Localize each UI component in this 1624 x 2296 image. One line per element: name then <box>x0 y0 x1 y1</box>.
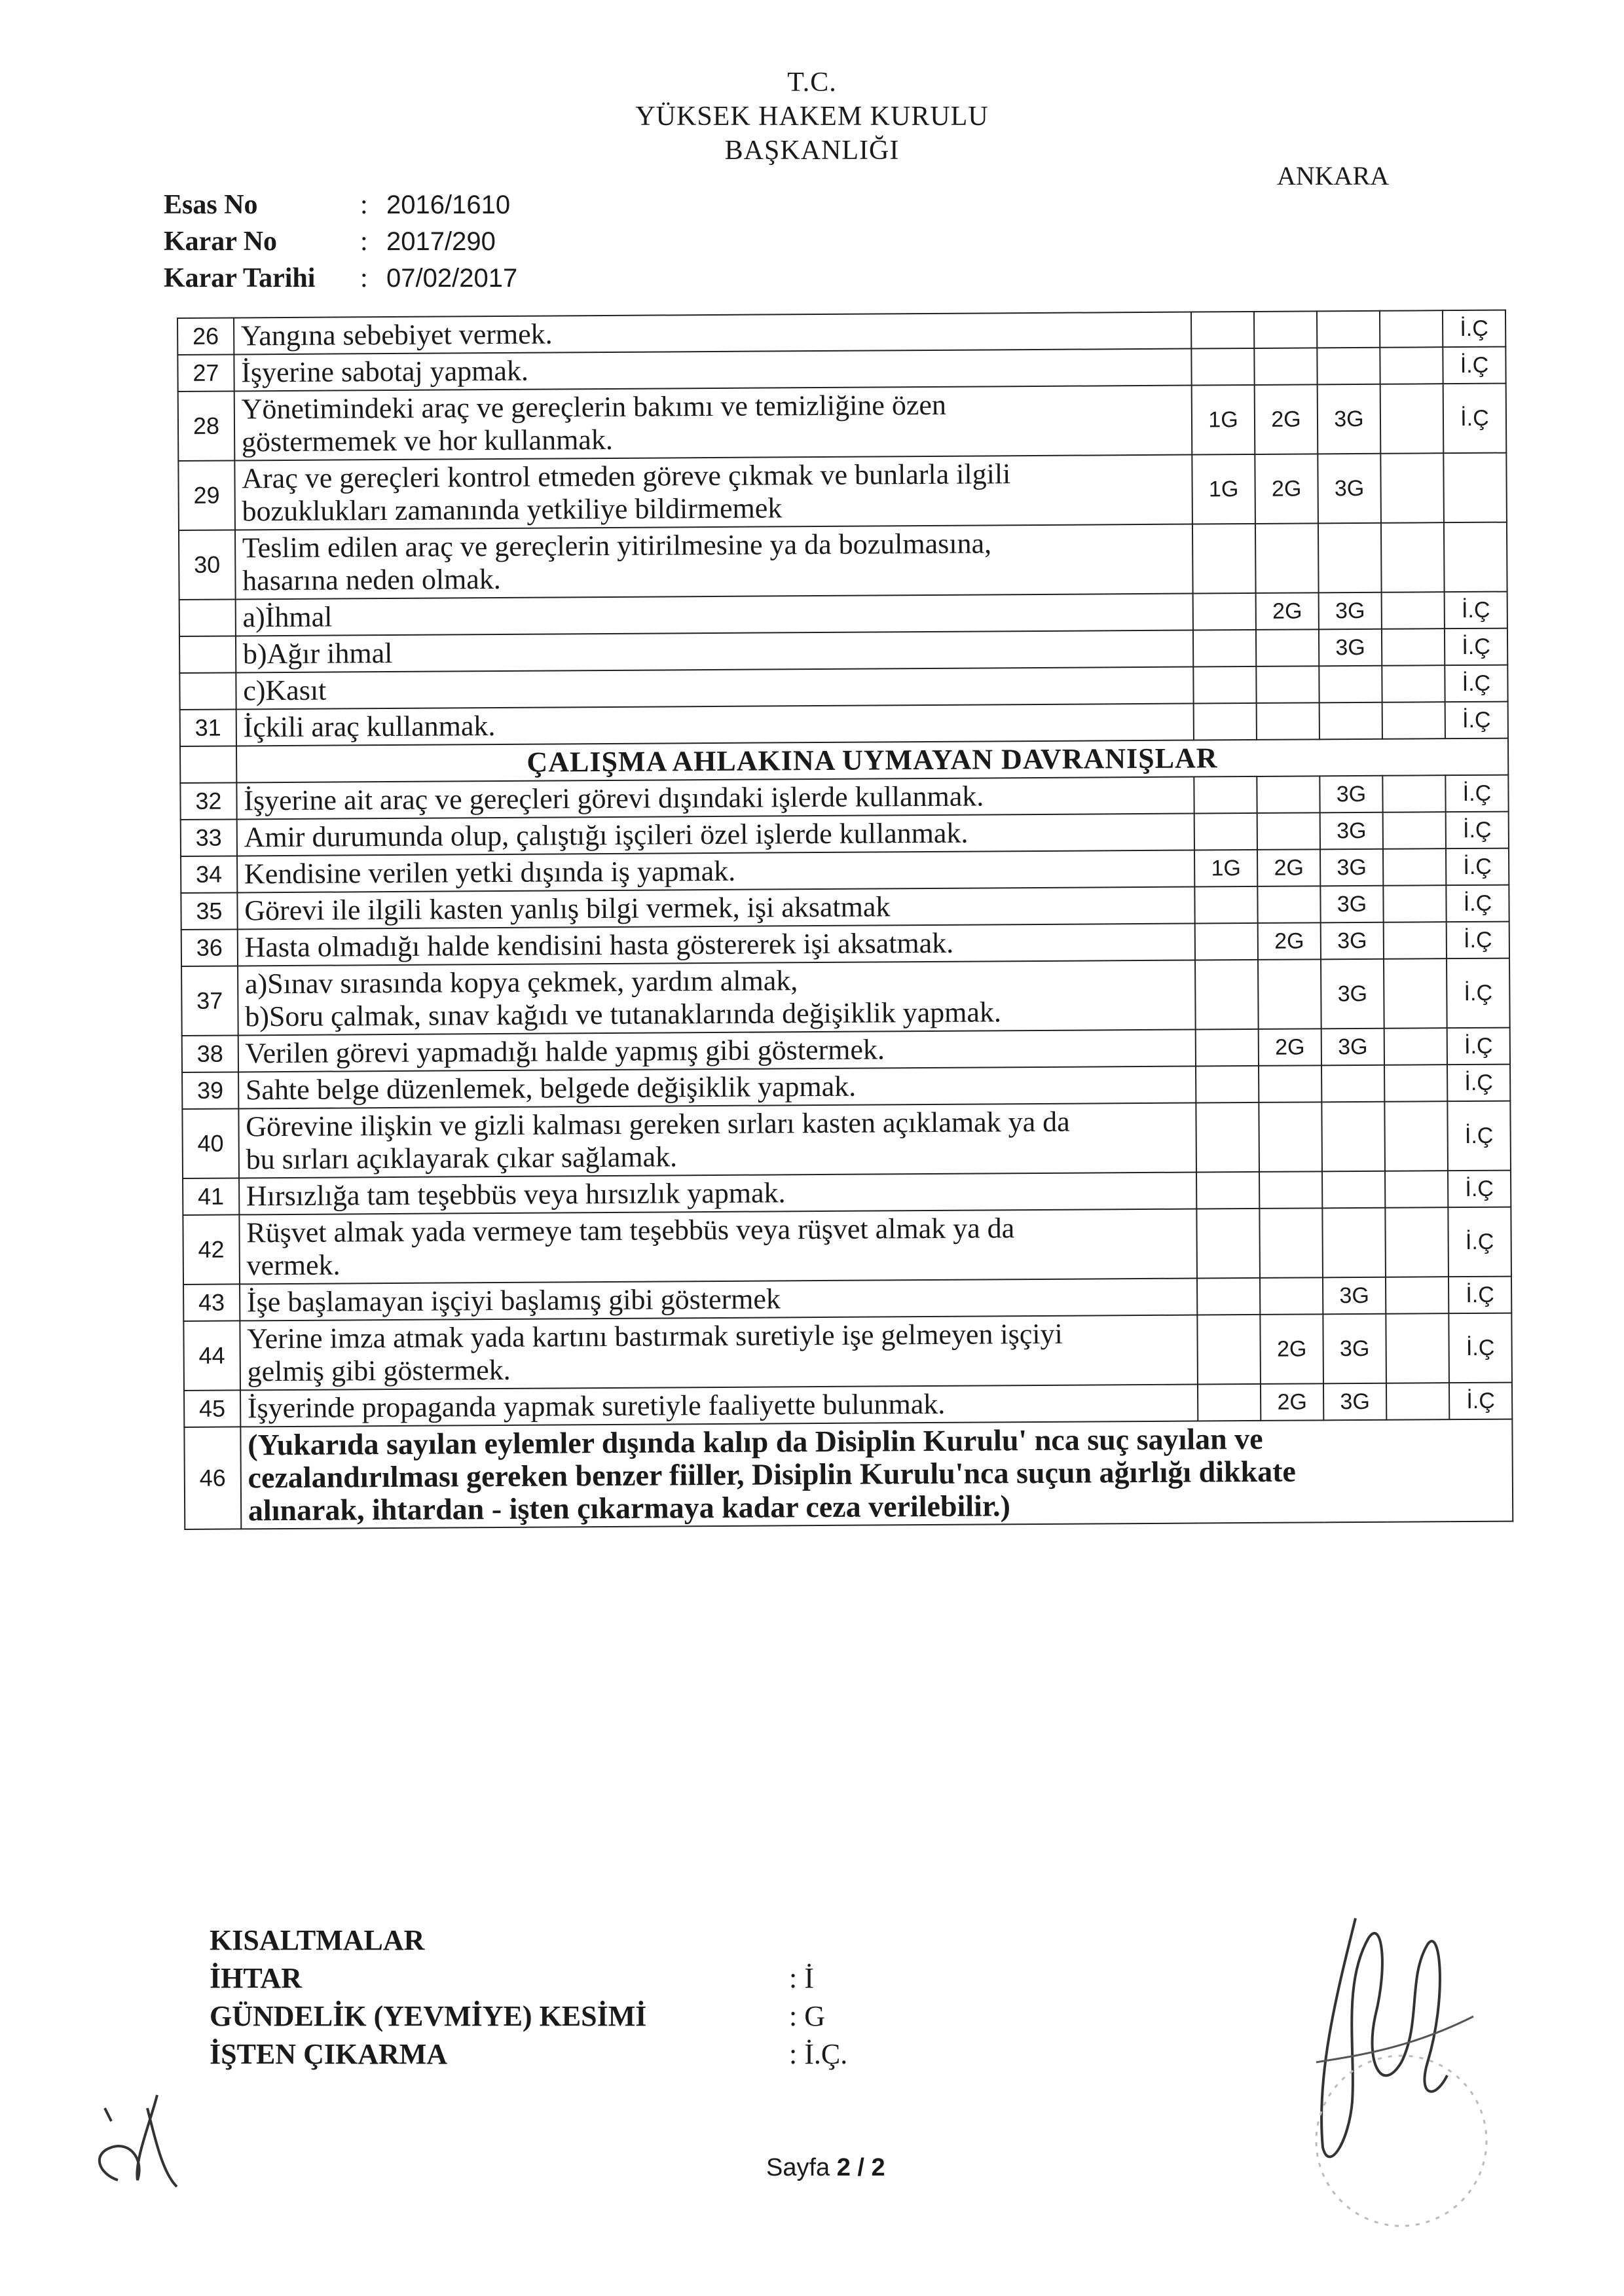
penalty-cell: İ.Ç <box>1446 885 1509 922</box>
penalty-cell <box>1196 1102 1259 1173</box>
rule-number-cell <box>180 746 236 783</box>
penalty-cell: İ.Ç <box>1448 1171 1511 1208</box>
abbreviations-block <box>210 1922 646 2073</box>
rule-text-line: İşyerinde propaganda yapmak suretiyle faaliyette bulunmak. <box>247 1387 946 1425</box>
penalty-cell <box>1382 702 1445 739</box>
rule-text-line: hasarına neden olmak. <box>242 562 501 597</box>
rule-number-cell: 35 <box>181 892 237 930</box>
penalty-cell: İ.Ç <box>1445 665 1507 702</box>
penalty-cell <box>1380 347 1443 384</box>
penalty-cell: İ.Ç <box>1446 848 1509 886</box>
abbreviation-value: : G <box>789 2000 825 2032</box>
rule-number-cell: 43 <box>183 1284 240 1321</box>
rule-row <box>178 453 1507 530</box>
rule-number-cell: 28 <box>178 391 234 461</box>
penalty-cell: İ.Ç <box>1449 1277 1511 1314</box>
penalty-cell: İ.Ç <box>1449 1313 1512 1383</box>
rule-description <box>236 630 1194 673</box>
rule-description <box>234 455 1192 530</box>
penalty-cell: 3G <box>1323 1277 1386 1315</box>
rule-number-cell: 45 <box>184 1390 240 1427</box>
rule-text-line: Sahte belge düzenlemek, belgede değişiklik yapmak. <box>245 1070 857 1106</box>
rule-text-line: b)Ağır ihmal <box>242 636 393 670</box>
meta-sep: : <box>360 263 368 293</box>
penalty-cell: İ.Ç <box>1443 310 1505 348</box>
penalty-cell: 3G <box>1319 592 1382 630</box>
rule-number-cell: 32 <box>180 782 236 820</box>
meta-row <box>164 223 517 260</box>
penalty-cell <box>1320 702 1382 740</box>
penalty-cell <box>1319 666 1382 703</box>
rule-text-line: Yangına sebebiyet vermek. <box>240 318 553 352</box>
penalty-cell <box>1195 923 1258 960</box>
penalty-cell <box>1382 775 1445 812</box>
penalty-cell: 3G <box>1321 959 1384 1029</box>
rule-row <box>179 522 1507 600</box>
rule-description <box>240 1279 1198 1321</box>
penalty-cell <box>1196 1029 1259 1066</box>
rule-number-cell: 34 <box>181 856 237 893</box>
rule-description <box>240 1419 1513 1529</box>
meta-label: Karar No <box>164 227 278 257</box>
rule-description <box>238 1066 1196 1109</box>
header-presidency: BAŞKANLIĞI <box>724 136 900 166</box>
rule-text-line: Yerine imza atmak yada kartını bastırmak suretiyle işe gelmeyen işçiyi <box>247 1317 1063 1355</box>
city-label: ANKARA <box>1277 161 1390 191</box>
meta-label: Esas No <box>164 190 258 220</box>
penalty-cell <box>1386 1277 1449 1314</box>
penalty-cell: İ.Ç <box>1447 1101 1511 1171</box>
penalty-cell <box>1384 1065 1447 1102</box>
rule-text-line: Verilen görevi yapmadığı halde yapmış gibi göstermek. <box>245 1033 885 1070</box>
penalty-cell: 2G <box>1260 1314 1323 1384</box>
abbreviation-values <box>789 1959 847 2073</box>
penalty-cell <box>1444 522 1507 592</box>
rule-row <box>183 1313 1512 1391</box>
rule-description <box>236 777 1194 820</box>
penalty-cell <box>1196 1172 1259 1209</box>
rule-text-line: Araç ve gereçleri kontrol etmeden göreve çıkmak ve bunlarla ilgili <box>242 458 1011 495</box>
penalty-cell <box>1259 1171 1322 1209</box>
penalty-cell: 3G <box>1323 1383 1386 1421</box>
penalty-cell <box>1195 960 1259 1030</box>
abbreviation-value: : İ.Ç. <box>789 2038 848 2070</box>
rule-text-line: Görevi ile ilgili kasten yanlış bilgi vermek, işi aksatmak <box>244 890 891 927</box>
penalty-cell <box>1380 310 1443 348</box>
abbreviations-title: KISALTMALAR <box>210 1924 425 1956</box>
penalty-table-body <box>177 310 1513 1529</box>
meta-value: 07/02/2017 <box>386 264 518 293</box>
penalty-cell: 1G <box>1192 385 1255 455</box>
penalty-cell <box>1385 1207 1449 1277</box>
rule-number-cell: 31 <box>180 709 236 746</box>
case-meta <box>164 187 517 297</box>
penalty-cell <box>1443 453 1507 523</box>
penalty-cell: 2G <box>1255 384 1318 454</box>
rule-description <box>239 1173 1197 1215</box>
penalty-cell: 3G <box>1319 629 1382 666</box>
penalty-cell: 3G <box>1318 384 1381 454</box>
penalty-cell: 3G <box>1320 886 1383 923</box>
penalty-cell <box>1384 1028 1447 1065</box>
rule-description <box>235 594 1193 636</box>
rule-description <box>237 850 1195 893</box>
penalty-cell <box>1197 1278 1260 1315</box>
penalty-cell: İ.Ç <box>1447 922 1509 959</box>
rule-description <box>236 667 1194 710</box>
penalty-cell <box>1193 666 1256 704</box>
rule-description <box>238 960 1196 1036</box>
penalty-cell <box>1383 812 1446 849</box>
penalty-cell: İ.Ç <box>1447 958 1510 1029</box>
rule-description <box>234 386 1192 461</box>
penalty-cell <box>1260 1277 1323 1315</box>
rule-number-cell <box>179 599 236 636</box>
penalty-cell: İ.Ç <box>1445 775 1508 812</box>
document-header <box>576 65 1048 168</box>
penalty-cell: 1G <box>1194 850 1257 887</box>
penalty-cell <box>1192 524 1256 594</box>
penalty-cell <box>1194 776 1257 814</box>
rule-description <box>239 1209 1197 1285</box>
rule-number-cell: 44 <box>183 1321 240 1391</box>
penalty-cell: İ.Ç <box>1448 1207 1511 1277</box>
rule-description <box>240 1315 1198 1391</box>
rule-number-cell: 46 <box>184 1427 241 1529</box>
rule-text-line: a)Sınav sırasında kopya çekmek, yardım almak, <box>244 964 798 1000</box>
rule-number-cell <box>179 636 236 673</box>
signature-left <box>85 2082 190 2193</box>
penalty-cell: 1G <box>1192 454 1255 524</box>
rule-text-line: bozuklukları zamanında yetkiliye bildirmemek <box>242 492 783 528</box>
penalty-cell <box>1259 1208 1323 1278</box>
rule-description <box>238 1103 1196 1178</box>
rule-description <box>238 1030 1196 1072</box>
rule-text-line: cezalandırılması gereken benzer fiiller, Disiplin Kurulu'nca suçun ağırlığı dikkate <box>248 1454 1297 1495</box>
penalty-cell <box>1257 886 1320 923</box>
rule-number-cell: 38 <box>182 1035 238 1072</box>
penalty-cell: İ.Ç <box>1443 347 1505 384</box>
penalty-cell <box>1198 1384 1261 1421</box>
penalty-cell: 3G <box>1320 776 1382 813</box>
penalty-cell <box>1254 348 1317 385</box>
rule-text-line: bu sırları açıklayarak çıkar sağlamak. <box>246 1140 678 1176</box>
penalty-cell <box>1196 1209 1260 1279</box>
penalty-cell <box>1322 1208 1386 1278</box>
rule-description <box>237 924 1195 966</box>
penalty-cell <box>1257 702 1320 740</box>
rule-text-line: İşe başlamayan işçiyi başlamış gibi göstermek <box>246 1283 781 1319</box>
rule-text-line: Kendisine verilen yetki dışında iş yapmak. <box>244 854 736 890</box>
penalty-cell <box>1321 1102 1385 1172</box>
rule-text-line: Teslim edilen araç ve gereçlerin yitirilmesine ya da bozulmasına, <box>242 527 992 564</box>
rule-text-line: (Yukarıda sayılan eylemler dışında kalıp da Disiplin Kurulu' nca suç sayılan ve <box>248 1421 1263 1462</box>
penalty-cell <box>1257 812 1320 850</box>
penalty-cell: İ.Ç <box>1443 384 1507 454</box>
meta-sep: : <box>360 190 368 220</box>
penalty-cell <box>1382 592 1445 629</box>
penalty-cell: İ.Ç <box>1447 1065 1510 1102</box>
penalty-cell <box>1191 348 1254 386</box>
rule-text-line: Görevine ilişkin ve gizli kalması gereken sırları kasten açıklamak ya da <box>246 1105 1070 1143</box>
penalty-cell <box>1383 848 1446 886</box>
rule-text-line: Hasta olmadığı halde kendisini hasta göstererek işi aksatmak. <box>244 926 954 964</box>
rule-text-line: gelmiş gibi göstermek. <box>247 1353 511 1388</box>
rule-text-line: Yönetimindeki araç ve gereçlerin bakımı ve temizliğine özen <box>241 388 947 426</box>
penalty-cell <box>1380 453 1444 523</box>
signature-right <box>1277 1866 1526 2232</box>
rule-text-line: İşyerine sabotaj yapmak. <box>241 354 529 389</box>
penalty-cell <box>1382 665 1445 702</box>
rule-number-cell: 41 <box>183 1178 239 1215</box>
penalty-cell <box>1193 630 1256 667</box>
rule-text-line: Hırsızlığa tam teşebbüs veya hırsızlık yapmak. <box>246 1176 786 1212</box>
penalty-cell <box>1384 1101 1448 1171</box>
penalty-cell <box>1259 1102 1322 1172</box>
penalty-cell: 2G <box>1255 454 1318 524</box>
penalty-cell <box>1317 348 1380 385</box>
penalty-cell <box>1191 312 1254 349</box>
rule-row <box>181 958 1510 1036</box>
penalty-cell <box>1321 1065 1384 1102</box>
meta-row <box>164 187 517 223</box>
abbreviation-label: İHTAR <box>210 1962 302 1994</box>
penalty-cell: 3G <box>1321 922 1384 960</box>
penalty-cell <box>1256 666 1319 703</box>
penalty-cell: 3G <box>1318 454 1381 524</box>
rule-text-line: Amir durumunda olup, çalıştığı işçileri özel işlerde kullanmak. <box>244 816 969 854</box>
abbreviation-label: GÜNDELİK (YEVMİYE) KESİMİ <box>210 2000 647 2032</box>
rule-number-cell: 37 <box>181 966 238 1036</box>
rule-text-line: İşyerine ait araç ve gereçleri görevi dışındaki işlerde kullanmak. <box>244 780 984 817</box>
header-tc: T.C. <box>787 67 837 98</box>
rule-text-line: alınarak, ihtardan - işten çıkarmaya kadar ceza verilebilir.) <box>248 1489 1011 1527</box>
penalty-cell: 3G <box>1320 849 1383 886</box>
penalty-cell <box>1194 813 1257 850</box>
rule-row <box>182 1101 1511 1178</box>
rule-text-line: vermek. <box>246 1248 341 1282</box>
rule-number-cell: 36 <box>181 929 238 966</box>
penalty-cell: 2G <box>1259 1029 1321 1066</box>
rule-number-cell: 29 <box>178 460 234 530</box>
rule-description <box>237 887 1195 930</box>
rule-description <box>235 524 1193 600</box>
penalty-cell: İ.Ç <box>1445 592 1507 629</box>
penalty-cell: 3G <box>1320 812 1383 850</box>
rule-text-line: a)İhmal <box>242 600 333 634</box>
rule-description <box>234 312 1192 355</box>
meta-value: 2017/290 <box>386 227 496 256</box>
penalty-cell: İ.Ç <box>1446 812 1509 849</box>
rule-row <box>184 1419 1513 1529</box>
meta-sep: : <box>360 227 368 257</box>
rule-row <box>178 384 1507 461</box>
penalty-cell <box>1194 703 1257 740</box>
page-number: 2 / 2 <box>836 2154 885 2181</box>
section-title: ÇALIŞMA AHLAKINA UYMAYAN DAVRANIŞLAR <box>236 738 1509 783</box>
rule-number-cell: 27 <box>177 354 234 392</box>
rule-description <box>236 814 1194 856</box>
penalty-cell: 2G <box>1256 592 1319 630</box>
penalty-table <box>177 310 1513 1530</box>
penalty-cell: 3G <box>1321 1029 1384 1066</box>
penalty-cell <box>1196 1066 1259 1103</box>
penalty-cell <box>1318 523 1382 593</box>
penalty-cell: 2G <box>1257 849 1320 886</box>
penalty-cell <box>1385 1171 1448 1208</box>
penalty-cell <box>1383 885 1446 922</box>
penalty-cell: İ.Ç <box>1445 629 1507 666</box>
penalty-cell <box>1197 1315 1261 1385</box>
penalty-cell <box>1259 1065 1321 1102</box>
rule-number-cell: 26 <box>177 318 234 355</box>
meta-row <box>164 260 517 297</box>
penalty-cell: İ.Ç <box>1447 1028 1510 1065</box>
penalty-cell: 2G <box>1261 1383 1323 1421</box>
rule-number-cell <box>179 672 236 710</box>
penalty-cell <box>1255 523 1319 593</box>
rule-text-line: İçkili araç kullanmak. <box>243 710 496 744</box>
rule-description <box>236 704 1194 746</box>
meta-label: Karar Tarihi <box>164 263 316 293</box>
rule-text-line: c)Kasıt <box>243 674 327 707</box>
penalty-cell <box>1386 1313 1449 1383</box>
rule-number-cell: 30 <box>179 530 235 600</box>
penalty-cell: İ.Ç <box>1445 702 1508 739</box>
penalty-cell <box>1254 311 1317 348</box>
penalty-cell <box>1381 522 1445 592</box>
rule-number-cell: 39 <box>182 1072 238 1109</box>
penalty-cell <box>1322 1171 1385 1209</box>
rule-number-cell: 42 <box>183 1214 239 1285</box>
meta-value: 2016/1610 <box>386 191 511 219</box>
penalty-cell: İ.Ç <box>1449 1383 1512 1420</box>
penalty-cell <box>1380 384 1444 454</box>
abbreviation-label: İŞTEN ÇIKARMA <box>210 2038 448 2070</box>
penalty-cell <box>1386 1383 1449 1420</box>
header-institution: YÜKSEK HAKEM KURULU <box>635 101 989 132</box>
penalty-cell <box>1193 593 1256 630</box>
penalty-cell <box>1384 958 1447 1029</box>
rule-row <box>183 1207 1511 1285</box>
penalty-cell: 2G <box>1258 922 1321 960</box>
penalty-cell <box>1384 922 1447 959</box>
abbreviation-value: : İ <box>789 1962 814 1994</box>
penalty-cell: 3G <box>1323 1314 1386 1384</box>
rule-text-line: göstermemek ve hor kullanmak. <box>241 423 614 458</box>
rule-description <box>240 1385 1198 1427</box>
penalty-cell <box>1317 311 1380 348</box>
penalty-cell <box>1257 776 1320 813</box>
rule-text-line: b)Soru çalmak, sınav kağıdı ve tutanaklarında değişiklik yapmak. <box>245 996 1002 1033</box>
rule-text-line: Rüşvet almak yada vermeye tam teşebbüs veya rüşvet almak ya da <box>246 1212 1015 1249</box>
penalty-cell <box>1194 886 1257 924</box>
rule-number-cell: 33 <box>181 819 237 856</box>
rule-description <box>234 349 1192 392</box>
penalty-cell <box>1258 959 1321 1029</box>
penalty-cell <box>1382 629 1445 666</box>
rule-number-cell: 40 <box>182 1108 238 1178</box>
page-footer-prefix: Sayfa <box>766 2154 837 2181</box>
page-footer <box>766 2154 885 2182</box>
penalty-cell <box>1256 629 1319 666</box>
